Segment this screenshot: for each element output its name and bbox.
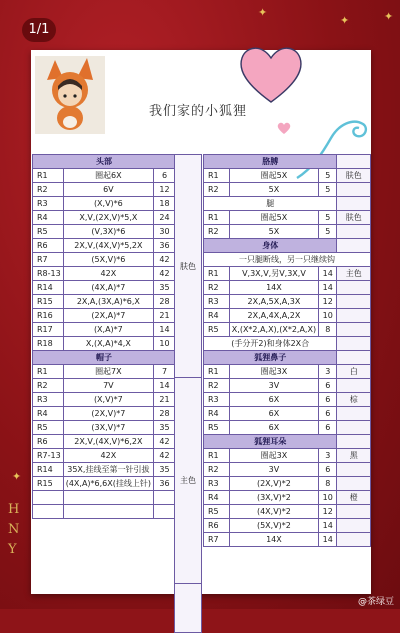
round-label: R6 — [204, 519, 230, 533]
round-label: R5 — [204, 421, 230, 435]
table-row — [204, 365, 371, 379]
round-label: R4 — [204, 309, 230, 323]
pattern-card — [31, 50, 371, 594]
round-label: R2 — [204, 281, 230, 295]
table-row — [204, 169, 371, 183]
empty-cell — [154, 505, 176, 519]
yarn-color — [337, 225, 371, 239]
section-header: 身体 — [204, 239, 337, 253]
round-label: R4 — [33, 407, 64, 421]
right-pattern-table — [203, 154, 371, 547]
stitch-count: 14 — [319, 267, 337, 281]
round-label: R15 — [33, 295, 64, 309]
yarn-color: 肤色 — [337, 169, 371, 183]
table-row — [33, 267, 176, 281]
stitch-instruction: 2X,V,(4X,V)*6,2X — [63, 435, 153, 449]
round-label: R1 — [204, 365, 230, 379]
yarn-color: 白 — [337, 365, 371, 379]
doll-photo — [35, 56, 105, 134]
table-row — [204, 463, 371, 477]
star-icon: ✦ — [340, 14, 350, 27]
stitch-count: 6 — [319, 393, 337, 407]
row-note: 腿 — [204, 197, 337, 211]
stitch-count: 10 — [319, 491, 337, 505]
round-label: R4 — [204, 491, 230, 505]
stitch-count: 6 — [319, 379, 337, 393]
stitch-instruction: 2X,A,4X,A,2X — [229, 309, 318, 323]
color-cell — [337, 155, 371, 169]
table-row — [33, 225, 176, 239]
heart-icon — [277, 122, 291, 135]
stitch-count: 6 — [319, 407, 337, 421]
color-cell — [337, 351, 371, 365]
image-counter: 1/1 — [22, 18, 56, 42]
stitch-instruction: 2X,V,(4X,V)*5,2X — [63, 239, 153, 253]
round-label: R2 — [33, 379, 64, 393]
yarn-color: 黑 — [337, 449, 371, 463]
table-row — [204, 379, 371, 393]
stitch-count: 12 — [154, 183, 176, 197]
stitch-instruction: 圈起3X — [229, 449, 318, 463]
table-row — [204, 491, 371, 505]
table-row — [204, 421, 371, 435]
section-header-row — [204, 155, 371, 169]
stitch-instruction: 圈起5X — [229, 211, 318, 225]
empty-cell — [63, 505, 153, 519]
yarn-color — [337, 519, 371, 533]
stitch-instruction: 6X — [229, 421, 318, 435]
stitch-instruction: 5X — [229, 183, 318, 197]
stitch-count: 21 — [154, 393, 176, 407]
stitch-instruction: 42X — [63, 267, 153, 281]
empty-row — [33, 491, 176, 505]
yarn-color: 棕 — [337, 393, 371, 407]
stitch-count: 6 — [319, 421, 337, 435]
round-label: R3 — [33, 393, 64, 407]
note-row — [204, 253, 371, 267]
pattern-title: 我们家的小狐狸 — [149, 104, 248, 119]
table-row — [204, 533, 371, 547]
empty-cell — [33, 505, 64, 519]
section-header: 帽子 — [33, 351, 176, 365]
empty-cell — [154, 491, 176, 505]
stitch-instruction: 圈起6X — [63, 169, 153, 183]
stitch-count: 5 — [319, 183, 337, 197]
round-label: R6 — [33, 435, 64, 449]
stitch-instruction: (X,V)*6 — [63, 197, 153, 211]
round-label: R14 — [33, 463, 64, 477]
stitch-count: 36 — [154, 239, 176, 253]
stitch-instruction: X,(X*2,A,X),(X*2,A,X) — [229, 323, 318, 337]
round-label: R3 — [204, 393, 230, 407]
table-row — [33, 239, 176, 253]
stitch-instruction: (V,3X)*6 — [63, 225, 153, 239]
stitch-instruction: 6V — [63, 183, 153, 197]
table-row — [204, 309, 371, 323]
stitch-instruction: (3X,V)*7 — [63, 421, 153, 435]
stitch-count: 28 — [154, 407, 176, 421]
stitch-instruction: (3X,V)*2 — [229, 491, 318, 505]
stitch-count: 35 — [154, 281, 176, 295]
yarn-color — [337, 407, 371, 421]
section-header-row — [33, 155, 176, 169]
stitch-count: 6 — [319, 463, 337, 477]
stitch-count: 42 — [154, 267, 176, 281]
round-label: R7-13 — [33, 449, 64, 463]
table-row — [204, 477, 371, 491]
stitch-instruction: 3V — [229, 463, 318, 477]
section-header: 狐狸耳朵 — [204, 435, 337, 449]
stitch-instruction: 6X — [229, 393, 318, 407]
star-icon: ✦ — [12, 470, 22, 483]
empty-cell — [63, 491, 153, 505]
table-row — [204, 323, 371, 337]
stitch-instruction: 42X — [63, 449, 153, 463]
star-icon: ✦ — [384, 10, 394, 23]
stitch-count: 7 — [154, 365, 176, 379]
section-header: 头部 — [33, 155, 176, 169]
table-row — [33, 211, 176, 225]
row-note: (手分开2)和身体2X合 — [204, 337, 337, 351]
stitch-count: 42 — [154, 435, 176, 449]
left-pattern-table — [32, 154, 176, 519]
table-row — [204, 225, 371, 239]
side-letters: H N Y — [8, 502, 20, 557]
stitch-count: 18 — [154, 197, 176, 211]
table-row — [204, 449, 371, 463]
stitch-instruction: 5X — [229, 225, 318, 239]
stitch-instruction: 3V — [229, 379, 318, 393]
table-row — [204, 337, 371, 351]
empty-row — [33, 505, 176, 519]
yarn-color — [337, 533, 371, 547]
color-cell — [337, 435, 371, 449]
stitch-instruction: (2X,V)*2 — [229, 477, 318, 491]
round-label: R7 — [33, 253, 64, 267]
round-label: R17 — [33, 323, 64, 337]
stitch-instruction: (2X,A)*7 — [63, 309, 153, 323]
stitch-count: 3 — [319, 449, 337, 463]
watermark: @茶绿豆 — [357, 597, 394, 607]
stitch-count: 5 — [319, 211, 337, 225]
yarn-color — [337, 197, 371, 211]
yarn-color — [337, 183, 371, 197]
yarn-color — [337, 281, 371, 295]
stitch-instruction: 14X — [229, 533, 318, 547]
yarn-color: 肤色 — [337, 211, 371, 225]
table-row — [204, 393, 371, 407]
round-label: R5 — [204, 505, 230, 519]
stitch-count: 14 — [319, 519, 337, 533]
round-label: R4 — [204, 407, 230, 421]
section-header-row — [204, 239, 371, 253]
yarn-color — [337, 323, 371, 337]
stitch-instruction: 圈起5X — [229, 169, 318, 183]
yarn-color — [337, 463, 371, 477]
stitch-instruction: 7V — [63, 379, 153, 393]
table-row — [33, 421, 176, 435]
stitch-count: 21 — [154, 309, 176, 323]
section-header: 胳膊 — [204, 155, 337, 169]
section-note: 一只腿断线，另一只继续钩 — [204, 253, 371, 267]
stitch-instruction: 2X,A,5X,A,3X — [229, 295, 318, 309]
round-label: R1 — [204, 267, 230, 281]
stitch-count: 8 — [319, 323, 337, 337]
table-row — [204, 505, 371, 519]
stitch-count: 12 — [319, 505, 337, 519]
yarn-color — [337, 295, 371, 309]
yarn-color — [337, 309, 371, 323]
table-row — [33, 295, 176, 309]
stitch-count: 35 — [154, 421, 176, 435]
round-label: R5 — [33, 421, 64, 435]
table-row — [33, 379, 176, 393]
section-header-row — [204, 435, 371, 449]
stitch-instruction: 2X,A,(3X,A)*6,X — [63, 295, 153, 309]
round-label: R3 — [204, 295, 230, 309]
round-label: R1 — [33, 365, 64, 379]
section-header-row — [33, 351, 176, 365]
round-label: R2 — [204, 379, 230, 393]
table-row — [33, 407, 176, 421]
yarn-color — [337, 379, 371, 393]
table-row — [204, 407, 371, 421]
stitch-count: 14 — [319, 533, 337, 547]
round-label: R7 — [204, 533, 230, 547]
round-label: R6 — [33, 239, 64, 253]
table-row — [204, 267, 371, 281]
stitch-count: 42 — [154, 253, 176, 267]
table-row — [33, 449, 176, 463]
section-header-row — [204, 351, 371, 365]
stitch-count: 42 — [154, 449, 176, 463]
stitch-instruction: (X,A)*7 — [63, 323, 153, 337]
yarn-color — [337, 337, 371, 351]
stitch-count: 14 — [154, 379, 176, 393]
color-label-bottom: 主色 — [175, 378, 202, 584]
table-row — [204, 183, 371, 197]
section-header: 狐狸鼻子 — [204, 351, 337, 365]
stitch-count: 28 — [154, 295, 176, 309]
table-row — [33, 309, 176, 323]
round-label: R3 — [33, 197, 64, 211]
table-row — [33, 323, 176, 337]
stitch-instruction: (4X,A)*6,6X(挂线上针) — [63, 477, 153, 491]
stitch-count: 12 — [319, 295, 337, 309]
yarn-color: 橙 — [337, 491, 371, 505]
round-label: R5 — [33, 225, 64, 239]
stitch-count: 5 — [319, 225, 337, 239]
table-row — [33, 281, 176, 295]
empty-cell — [33, 491, 64, 505]
table-row — [33, 477, 176, 491]
round-label: R4 — [33, 211, 64, 225]
stitch-count: 35 — [154, 463, 176, 477]
stitch-count: 5 — [319, 169, 337, 183]
stitch-instruction: (4X,V)*2 — [229, 505, 318, 519]
table-row — [33, 169, 176, 183]
stitch-count: 24 — [154, 211, 176, 225]
round-label: R2 — [204, 463, 230, 477]
table-row — [204, 519, 371, 533]
stitch-count: 30 — [154, 225, 176, 239]
stitch-count: 14 — [319, 281, 337, 295]
round-label: R3 — [204, 477, 230, 491]
table-row — [204, 281, 371, 295]
stitch-instruction: (5X,V)*6 — [63, 253, 153, 267]
stitch-instruction: 35X,挂线至第一针引拔 — [63, 463, 153, 477]
round-label: R1 — [204, 211, 230, 225]
stitch-instruction: (5X,V)*2 — [229, 519, 318, 533]
table-row — [204, 295, 371, 309]
stitch-count: 10 — [154, 337, 176, 351]
round-label: R15 — [33, 477, 64, 491]
table-row — [33, 337, 176, 351]
stitch-count: 3 — [319, 365, 337, 379]
heart-icon — [236, 40, 306, 106]
stitch-instruction: X,V,(2X,V)*5,X — [63, 211, 153, 225]
round-label: R5 — [204, 323, 230, 337]
table-row — [33, 435, 176, 449]
table-row — [33, 183, 176, 197]
stitch-count: 14 — [154, 323, 176, 337]
stitch-instruction: X,(X,A)*4,X — [63, 337, 153, 351]
round-label: R18 — [33, 337, 64, 351]
table-row — [33, 365, 176, 379]
color-column — [174, 154, 202, 633]
round-label: R2 — [204, 225, 230, 239]
table-row — [204, 211, 371, 225]
stitch-count: 10 — [319, 309, 337, 323]
round-label: R16 — [33, 309, 64, 323]
yarn-color — [337, 505, 371, 519]
round-label: R1 — [33, 169, 64, 183]
round-label: R2 — [204, 183, 230, 197]
color-cell — [337, 239, 371, 253]
round-label: R14 — [33, 281, 64, 295]
stitch-instruction: 6X — [229, 407, 318, 421]
round-label: R2 — [33, 183, 64, 197]
round-label: R1 — [204, 449, 230, 463]
stitch-instruction: (X,V)*7 — [63, 393, 153, 407]
round-label: R8-13 — [33, 267, 64, 281]
color-label-top: 肤色 — [175, 155, 202, 378]
table-row — [33, 393, 176, 407]
table-row — [33, 197, 176, 211]
stitch-instruction: 14X — [229, 281, 318, 295]
table-row — [33, 253, 176, 267]
table-row — [204, 197, 371, 211]
stitch-count: 36 — [154, 477, 176, 491]
stitch-instruction: 圈起3X — [229, 365, 318, 379]
stitch-count: 6 — [154, 169, 176, 183]
yarn-color — [337, 477, 371, 491]
stitch-instruction: 圈起7X — [63, 365, 153, 379]
stitch-count: 8 — [319, 477, 337, 491]
table-row — [33, 463, 176, 477]
yarn-color — [337, 421, 371, 435]
star-icon: ✦ — [258, 6, 268, 19]
round-label: R1 — [204, 169, 230, 183]
yarn-color: 主色 — [337, 267, 371, 281]
stitch-instruction: (4X,A)*7 — [63, 281, 153, 295]
stitch-instruction: (2X,V)*7 — [63, 407, 153, 421]
stitch-instruction: V,3X,V,另V,3X,V — [229, 267, 318, 281]
